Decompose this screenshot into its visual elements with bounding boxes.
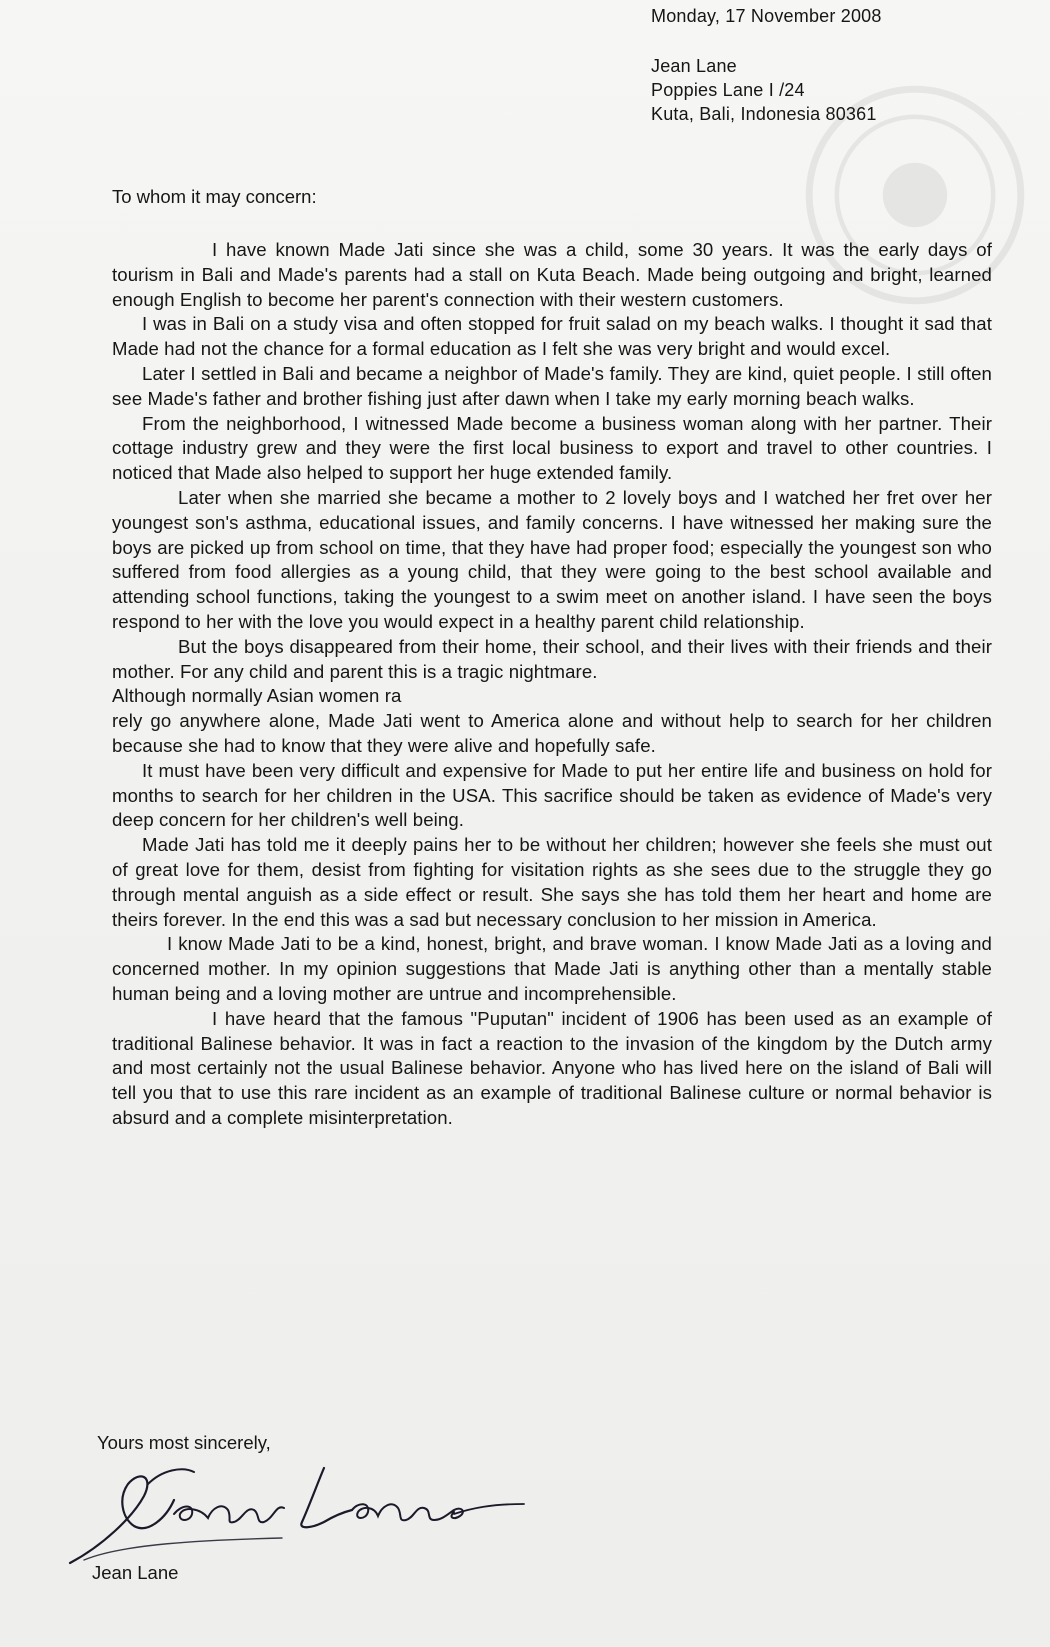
paragraph: Later I settled in Bali and became a neighbor of Made's family. They are kind, quiet people. I still often see Made's father and brother fishing just after dawn when I take my early morning beach walks. — [112, 362, 992, 409]
sender-city: Kuta, Bali, Indonesia 80361 — [651, 104, 877, 124]
salutation: To whom it may concern: — [112, 186, 317, 207]
letter-date: Monday, 17 November 2008 — [651, 6, 882, 26]
sender-name: Jean Lane — [651, 56, 737, 76]
paragraph: Although normally Asian women ra — [112, 685, 402, 707]
paragraph: But the boys disappeared from their home, their school, and their lives with their friends and their mother. For any child and parent this is a tragic nightmare. — [112, 635, 992, 682]
handwritten-signature — [62, 1448, 532, 1578]
letter-body — [112, 238, 992, 1131]
paragraph: I have heard that the famous "Puputan" incident of 1906 has been used as an example of traditional Balinese behavior. It was in fact a reaction to the invasion of the kingdom by the Dutch army and most certainly not the usual Balinese behavior. Anyone who has lived here on the island of Bali will tell you that to use this rare incident as an example of traditional Balinese culture or normal behavior is absurd and a complete misinterpretation. — [112, 1007, 992, 1128]
sender-header — [651, 4, 882, 126]
paragraph: I was in Bali on a study visa and often stopped for fruit salad on my beach walks. I thought it sad that Made had not the chance for a formal education as I felt she was very bright and would excel. — [112, 313, 992, 360]
paragraph: From the neighborhood, I witnessed Made become a business woman along with her partner. Their cottage industry grew and they were the first local business to export and travel to other countries. I noticed that Made also helped to support her huge extended family. — [112, 412, 992, 484]
signer-name: Jean Lane — [92, 1562, 179, 1583]
paragraph: Made Jati has told me it deeply pains her to be without her children; however she feels she must out of great love for them, desist from fighting for visitation rights as she sees due to the struggle they go through mental anguish as a side effect or result. She says she has told them her heart and home are theirs forever. In the end this was a sad but necessary conclusion to her mission in America. — [112, 834, 992, 930]
paragraph: It must have been very difficult and expensive for Made to put her entire life and business on hold for months to search for her children in the USA. This sacrifice should be taken as evidence of Made's very deep concern for her children's well being. — [112, 759, 992, 831]
paragraph: rely go anywhere alone, Made Jati went to America alone and without help to search for her children because she had to know that they were alive and hopefully safe. — [112, 710, 992, 756]
sender-street: Poppies Lane I /24 — [651, 80, 805, 100]
paragraph: Later when she married she became a mother to 2 lovely boys and I watched her fret over her youngest son's asthma, educational issues, and family concerns. I have witnessed her making sure the boys are picked up from school on time, that they have had proper food; especially the youngest son who suffered from food allergies as a young child, that they were going to the best school available and attending school functions, taking the youngest to a swim meet on another island. I have seen the boys respond to her with the love you would expect in a healthy parent child relationship. — [112, 486, 992, 632]
paragraph: I have known Made Jati since she was a child, some 30 years. It was the early days of tourism in Bali and Made's parents had a stall on Kuta Beach. Made being outgoing and bright, learned enough English to become her parent's connection with their western customers. — [112, 239, 992, 310]
paragraph: I know Made Jati to be a kind, honest, bright, and brave woman. I know Made Jati as a loving and concerned mother. In my opinion suggestions that Made Jati is anything other than a mentally stable human being and a loving mother are untrue and incomprehensible. — [112, 933, 992, 1004]
closing: Yours most sincerely, — [97, 1432, 271, 1453]
